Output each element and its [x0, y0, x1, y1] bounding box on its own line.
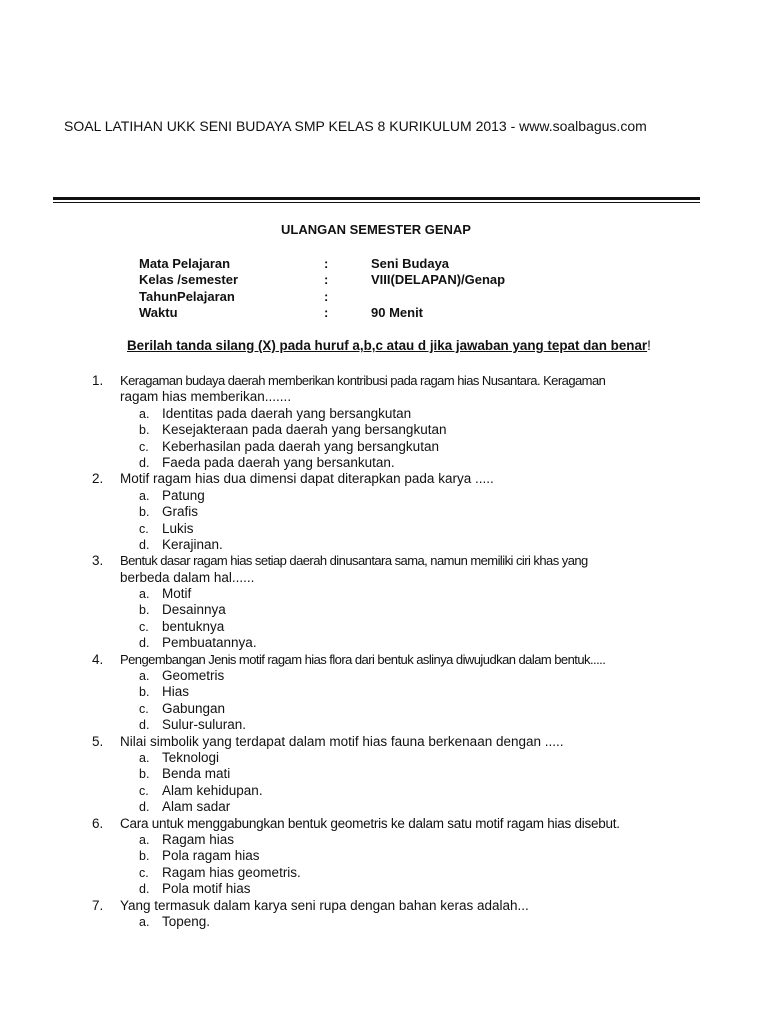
option-text: Alam sadar [162, 799, 231, 815]
question-number: 3. [92, 553, 104, 569]
option-letter: a. [139, 587, 150, 602]
option-letter: c. [139, 619, 149, 634]
question-line [0, 816, 768, 832]
option-line [0, 750, 768, 766]
option-line [0, 439, 768, 455]
question-text: berbeda dalam hal...... [120, 569, 255, 585]
option-text: Patung [162, 487, 205, 503]
info-label: Mata Pelajaran [139, 256, 231, 271]
info-label: Waktu [139, 304, 178, 320]
option-letter: d. [139, 718, 150, 733]
option-text: Benda mati [162, 766, 231, 782]
option-letter: a. [139, 750, 150, 765]
option-text: Pola motif hias [162, 881, 251, 897]
question-number: 6. [92, 815, 104, 831]
option-line [0, 766, 768, 782]
option-line [0, 635, 768, 651]
question-line [0, 471, 768, 487]
option-text: Pola ragam hias [162, 848, 260, 864]
header-divider-thick [53, 197, 700, 200]
option-line [0, 602, 768, 618]
info-value: Seni Budaya [371, 256, 450, 271]
question-text: Keragaman budaya daerah memberikan kontribusi pada ragam hias Nusantara. Keragaman [120, 373, 606, 388]
option-letter: d. [139, 882, 150, 897]
option-letter: c. [139, 783, 149, 798]
option-line [0, 717, 768, 733]
option-line [0, 619, 768, 635]
option-text: Identitas pada daerah yang bersangkutan [162, 405, 412, 421]
option-line [0, 881, 768, 897]
option-text: Pembuatannya. [162, 635, 257, 651]
option-letter: b. [139, 685, 150, 700]
option-letter: d. [139, 537, 150, 552]
question-line [0, 898, 768, 914]
option-text: bentuknya [162, 618, 225, 634]
option-text: Ragam hias geometris. [162, 864, 301, 880]
option-text: Kerajinan. [162, 536, 223, 552]
option-letter: b. [139, 505, 150, 520]
option-line [0, 537, 768, 553]
document-header: SOAL LATIHAN UKK SENI BUDAYA SMP KELAS 8 KURIKULUM 2013 - www.soalbagus.com [64, 118, 647, 134]
question-text: Cara untuk menggabungkan bentuk geometris ke dalam satu motif ragam hias disebut. [120, 815, 620, 831]
option-letter: b. [139, 603, 150, 618]
option-line [0, 701, 768, 717]
option-line [0, 799, 768, 815]
instruction [127, 338, 651, 353]
option-line [0, 422, 768, 438]
option-letter: c. [139, 439, 149, 454]
option-letter: c. [139, 701, 149, 716]
question-text: Nilai simbolik yang terdapat dalam motif hias fauna berkenaan dengan ..... [120, 733, 564, 749]
question-number: 4. [92, 651, 104, 667]
option-text: Hias [162, 684, 190, 700]
option-letter: b. [139, 849, 150, 864]
question-line [0, 734, 768, 750]
info-label: Kelas /semester [139, 272, 239, 288]
option-line [0, 521, 768, 537]
question-text: Bentuk dasar ragam hias setiap daerah dinusantara sama, namun memiliki ciri khas yang [120, 553, 588, 569]
option-line [0, 455, 768, 471]
option-letter: a. [139, 914, 150, 929]
option-line [0, 914, 768, 930]
info-colon: : [324, 304, 329, 320]
option-line [0, 586, 768, 602]
option-text: Kesejakteraan pada daerah yang bersangkutan [162, 422, 447, 438]
option-text: Teknologi [162, 749, 220, 765]
option-text: Sulur-suluran. [162, 717, 247, 733]
question-list [0, 373, 768, 930]
option-text: Geometris [162, 668, 225, 684]
option-line [0, 668, 768, 684]
option-letter: a. [139, 669, 150, 684]
info-colon: : [324, 288, 329, 304]
question-line [0, 389, 768, 405]
exam-title: ULANGAN SEMESTER GENAP [281, 222, 471, 237]
option-text: Grafis [162, 504, 199, 520]
option-text: Motif [162, 586, 192, 602]
option-letter: b. [139, 767, 150, 782]
header-divider-thin [53, 202, 700, 203]
info-colon: : [324, 256, 329, 271]
info-colon: : [324, 272, 329, 288]
option-text: Alam kehidupan. [162, 782, 263, 798]
option-line [0, 865, 768, 881]
option-line [0, 848, 768, 864]
option-line [0, 406, 768, 422]
question-number: 2. [92, 471, 104, 487]
option-line [0, 684, 768, 700]
option-text: Topeng. [162, 913, 211, 929]
option-text: Lukis [162, 520, 194, 536]
option-letter: c. [139, 521, 149, 536]
option-letter: b. [139, 423, 150, 438]
option-text: Keberhasilan pada daerah yang bersangkutan [162, 438, 439, 454]
option-line [0, 488, 768, 504]
question-line [0, 553, 768, 569]
option-letter: d. [139, 455, 150, 470]
question-number: 5. [92, 733, 104, 749]
info-value: VIII(DELAPAN)/Genap [371, 272, 506, 288]
option-text: Ragam hias [162, 831, 235, 847]
option-letter: a. [139, 488, 150, 503]
option-letter: c. [139, 865, 149, 880]
question-text: Pengembangan Jenis motif ragam hias flora dari bentuk aslinya diwujudkan dalam bentuk..... [120, 651, 606, 667]
question-line [0, 570, 768, 586]
question-text: ragam hias memberikan....... [120, 389, 292, 405]
question-line [0, 652, 768, 668]
option-line [0, 783, 768, 799]
option-line [0, 504, 768, 520]
info-label: TahunPelajaran [139, 288, 235, 304]
option-line [0, 832, 768, 848]
question-text: Motif ragam hias dua dimensi dapat diterapkan pada karya ..... [120, 471, 494, 487]
info-value: 90 Menit [371, 304, 424, 320]
instruction-text: Berilah tanda silang (X) pada huruf a,b,c atau d jika jawaban yang tepat dan benar [127, 338, 648, 353]
question-number: 7. [92, 897, 104, 913]
option-letter: a. [139, 832, 150, 847]
option-text: Faeda pada daerah yang bersankutan. [162, 454, 395, 470]
option-text: Desainnya [162, 602, 226, 618]
option-text: Gabungan [162, 700, 226, 716]
question-text: Yang termasuk dalam karya seni rupa dengan bahan keras adalah... [120, 897, 529, 913]
option-letter: a. [139, 406, 150, 421]
question-line [0, 373, 768, 389]
question-number: 1. [92, 373, 104, 388]
option-letter: d. [139, 636, 150, 651]
instruction-suffix: ! [647, 338, 651, 353]
option-letter: d. [139, 800, 150, 815]
